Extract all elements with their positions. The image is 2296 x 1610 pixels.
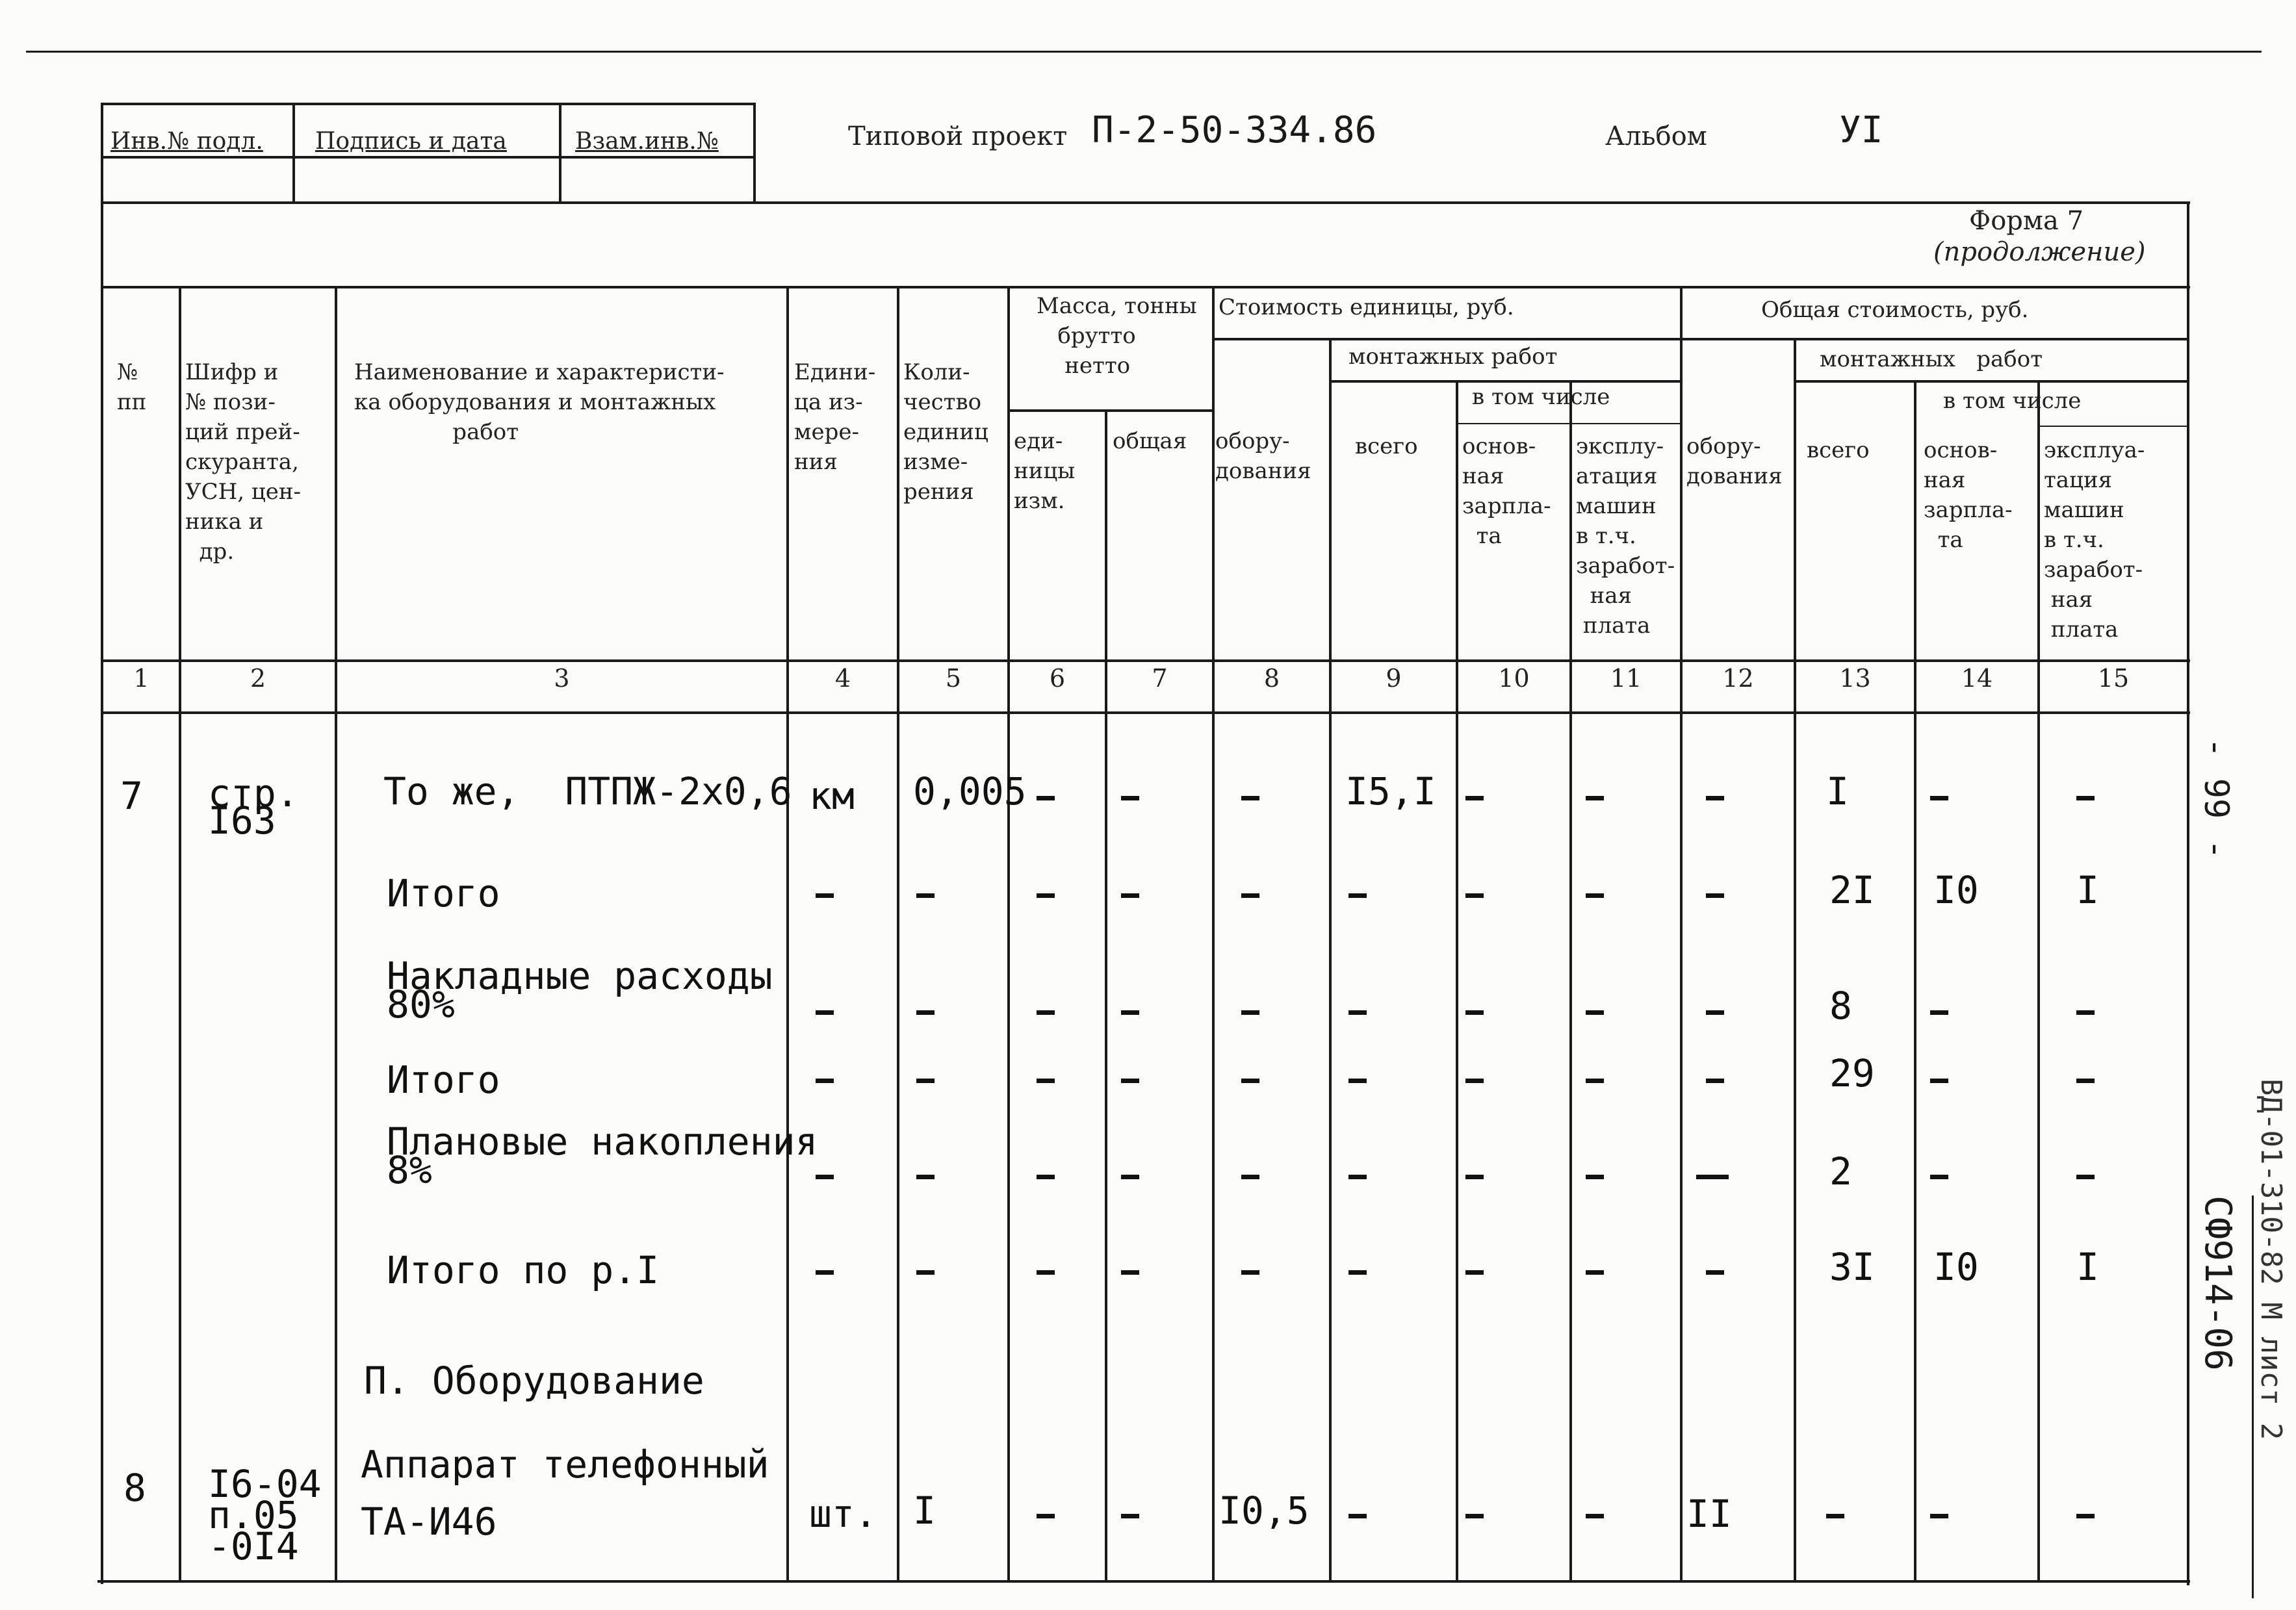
col-divider	[1105, 409, 1107, 1582]
col-divider	[1456, 380, 1458, 1582]
row-name: То же, ПТПЖ-2х0,6	[383, 769, 792, 813]
dash	[2076, 1010, 2095, 1015]
dash	[1930, 1514, 1948, 1518]
dash	[1465, 1514, 1484, 1518]
dash	[1241, 1010, 1259, 1015]
dash	[2076, 796, 2095, 800]
dash	[816, 1079, 834, 1083]
col-header-9: всего	[1355, 433, 1418, 459]
top-rule	[26, 51, 2262, 53]
row-name: Итого	[387, 871, 500, 915]
row-unit: км	[809, 774, 855, 818]
row-name: Итого по р.I	[387, 1248, 660, 1292]
col-number: 14	[1961, 664, 1993, 693]
col-divider	[335, 286, 337, 1582]
row-c13: I	[1826, 769, 1849, 813]
col-divider	[1680, 286, 1683, 1582]
col-divider	[2037, 380, 2040, 1582]
col-header-4: Едини- ца из- мере- ния	[794, 359, 876, 475]
header-top	[101, 286, 2190, 288]
dash	[1706, 1010, 1724, 1015]
col-divider	[1914, 380, 1916, 1582]
col-number: 1	[133, 664, 149, 693]
dash	[2076, 1175, 2095, 1179]
mass-group-header: Масса, тонны брутто нетто	[1037, 293, 1197, 379]
dash	[1241, 796, 1259, 800]
dash	[1241, 1270, 1259, 1275]
hdr-sub	[2037, 426, 2187, 427]
total-cost-group-header: Общая стоимость, руб.	[1761, 297, 2029, 323]
section-title: П. Оборудование	[364, 1359, 704, 1403]
dash	[1706, 893, 1724, 898]
dash	[1930, 1010, 1948, 1015]
page-number: - 99 -	[2197, 737, 2236, 860]
dash	[1586, 1010, 1604, 1015]
table-top	[101, 201, 2190, 204]
right-margin-rule	[2252, 1195, 2254, 1598]
col-number: 8	[1263, 664, 1280, 693]
dash	[916, 893, 935, 898]
row-c13: 8	[1829, 984, 1852, 1028]
album-label: Альбом	[1605, 121, 1707, 151]
col-number: 4	[834, 664, 851, 693]
dash	[1586, 796, 1604, 800]
row-number: 8	[123, 1466, 146, 1510]
col-divider	[1007, 286, 1010, 1582]
dash	[1465, 1079, 1484, 1083]
row-c13: 2I	[1829, 868, 1875, 912]
dash	[1241, 893, 1259, 898]
col-header-15: эксплуа- тация машин в т.ч. заработ- ная плата	[2044, 437, 2145, 643]
dash	[1037, 796, 1055, 800]
document-code: СФ914-06	[2197, 1195, 2239, 1371]
hdr-sub	[1680, 338, 2187, 340]
dash	[1465, 893, 1484, 898]
dash	[916, 1175, 935, 1179]
row-c13: 29	[1829, 1051, 1875, 1095]
row-name: Аппарат телефонный ТА-И46	[361, 1442, 769, 1544]
row-c14: I0	[1933, 1245, 1979, 1289]
dash	[1465, 1010, 1484, 1015]
dash	[916, 1010, 935, 1015]
col-divider	[786, 286, 789, 1582]
col-divider	[897, 286, 899, 1582]
colnum-row-top	[101, 659, 2190, 662]
dash	[816, 1175, 834, 1179]
stamp-divider	[101, 156, 753, 159]
stamp-vzam: Взам.инв.№	[575, 128, 719, 155]
row-c8: I0,5	[1219, 1489, 1309, 1533]
stamp-col-divider	[559, 103, 561, 201]
dash	[1121, 1079, 1139, 1083]
dash	[1465, 1175, 1484, 1179]
dash	[1706, 1079, 1724, 1083]
dash	[1037, 1010, 1055, 1015]
dash	[916, 1079, 935, 1083]
col-divider	[1329, 338, 1332, 1582]
dash	[1586, 1175, 1604, 1179]
col-header-6: еди- ницы изм.	[1014, 428, 1076, 514]
dash	[1348, 893, 1367, 898]
dash	[1348, 1010, 1367, 1015]
row-code: стр. I63	[208, 771, 299, 843]
dash	[1465, 796, 1484, 800]
col-divider	[179, 286, 181, 1582]
col-header-10: основ- ная зарпла- та	[1462, 433, 1551, 549]
dash	[1241, 1175, 1259, 1179]
row-unit: шт.	[809, 1492, 877, 1536]
col-header-7: общая	[1113, 428, 1187, 454]
dash	[1348, 1514, 1367, 1518]
v-tom-chisle-1: в том числе	[1472, 384, 1610, 410]
col-header-3: Наименование и характеристи- ка оборудования и монтажных работ	[354, 359, 725, 445]
table-bottom	[97, 1580, 2190, 1583]
col-number: 3	[554, 664, 570, 693]
col-divider	[1569, 380, 1572, 1582]
hdr-sub	[1794, 380, 2187, 383]
col-number: 13	[1839, 664, 1871, 693]
dash	[1348, 1270, 1367, 1275]
stamp-podpis: Подпись и дата	[315, 128, 507, 155]
row-c12: II	[1686, 1492, 1732, 1536]
row-qty: I	[913, 1489, 936, 1533]
dash	[2076, 1514, 2095, 1518]
row-c15: I	[2076, 868, 2099, 912]
row-code: I6-04 п.05 -0I4	[208, 1462, 322, 1568]
col-number: 12	[1722, 664, 1754, 693]
v-tom-chisle-2: в том числе	[1943, 388, 2082, 414]
col-number: 7	[1152, 664, 1168, 693]
row-name: Итого	[387, 1058, 500, 1102]
dash	[1930, 1079, 1948, 1083]
dash	[1706, 1270, 1724, 1275]
dash	[1121, 893, 1139, 898]
dash	[1586, 1079, 1604, 1083]
unit-cost-group-header: Стоимость единицы, руб.	[1219, 294, 1514, 320]
table-left	[101, 103, 103, 1584]
dash	[1930, 796, 1948, 800]
stamp-inv-podl: Инв.№ подл.	[110, 128, 263, 155]
col-header-11: эксплу- атация машин в т.ч. заработ- ная плата	[1576, 433, 1675, 639]
dash	[1696, 1175, 1729, 1179]
project-code: П-2-50-334.86	[1092, 109, 1377, 151]
col-header-8: обору- дования	[1215, 428, 1311, 484]
col-number: 9	[1386, 664, 1402, 693]
dash	[816, 893, 834, 898]
dash	[1037, 1514, 1055, 1518]
row-c9: I5,I	[1345, 769, 1436, 813]
col-number: 15	[2097, 664, 2130, 693]
dash	[1037, 1270, 1055, 1275]
col-divider	[1794, 338, 1796, 1582]
dash	[1121, 1270, 1139, 1275]
col-header-5: Коли- чество единиц изме- рения	[903, 359, 988, 505]
row-name: Накладные расходы 80%	[387, 954, 773, 1027]
album-value: УI	[1839, 109, 1883, 151]
dash	[1706, 796, 1724, 800]
col-header-2: Шифр и № пози- ций прей- скуранта, УСН, цен- ника и др.	[185, 359, 301, 565]
project-label: Типовой проект	[848, 121, 1068, 151]
dash	[1037, 1079, 1055, 1083]
dash	[1465, 1270, 1484, 1275]
dash	[816, 1010, 834, 1015]
row-qty: 0,005	[913, 769, 1027, 813]
dash	[1241, 1079, 1259, 1083]
form-title: Форма 7	[1969, 206, 2084, 236]
row-c15: I	[2076, 1245, 2099, 1289]
col-header-13: всего	[1807, 437, 1870, 463]
table-right	[2187, 201, 2189, 1585]
dash	[1586, 1270, 1604, 1275]
hdr-sub	[1456, 423, 1680, 424]
row-number: 7	[120, 774, 143, 818]
dash	[1586, 893, 1604, 898]
row-c13: 3I	[1829, 1245, 1875, 1289]
col-header-12: обору- дования	[1686, 433, 1783, 489]
dash	[1826, 1514, 1844, 1518]
dash	[816, 1270, 834, 1275]
row-c14: I0	[1933, 868, 1979, 912]
col-number: 11	[1610, 664, 1642, 693]
dash	[916, 1270, 935, 1275]
row-c13: 2	[1829, 1149, 1852, 1194]
col-header-1: № пп	[117, 359, 147, 415]
col-header-14: основ- ная зарпла- та	[1924, 437, 2013, 553]
dash	[1121, 1010, 1139, 1015]
dash	[1930, 1175, 1948, 1179]
dash	[1121, 796, 1139, 800]
col-number: 5	[945, 664, 962, 693]
dash	[1037, 893, 1055, 898]
hdr-sub	[1212, 338, 1680, 340]
col-number: 10	[1498, 664, 1530, 693]
hdr-sub	[1007, 409, 1212, 412]
stamp-col-divider	[292, 103, 295, 201]
dash	[1348, 1175, 1367, 1179]
dash	[1037, 1175, 1055, 1179]
col-number: 6	[1049, 664, 1066, 693]
dash	[1121, 1514, 1139, 1518]
col-number: 2	[250, 664, 266, 693]
dash	[1348, 1079, 1367, 1083]
col-divider	[1212, 286, 1215, 1582]
dash	[1121, 1175, 1139, 1179]
row-name: Плановые накопления 8%	[387, 1119, 818, 1192]
mont-group-header-2: монтажных работ	[1820, 346, 2043, 372]
dash	[1586, 1514, 1604, 1518]
mont-group-header-1: монтажных работ	[1348, 344, 1558, 370]
colnum-row-bottom	[101, 711, 2190, 714]
dash	[2076, 1079, 2095, 1083]
form-subtitle: (продолжение)	[1933, 237, 2146, 267]
sheet-reference: ВД-01-310-82 М лист 2	[2254, 1079, 2288, 1440]
